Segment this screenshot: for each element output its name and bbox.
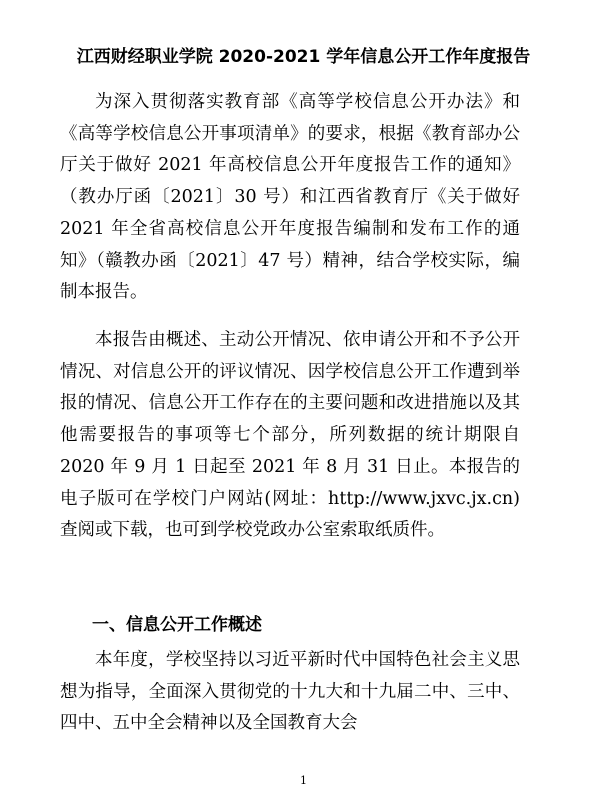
page-number: 1 <box>300 774 307 787</box>
scope-paragraph: 本报告由概述、主动公开情况、依申请公开和不予公开情况、对信息公开的评议情况、因学校信息公开工作遭到举报的情况、信息公开工作存在的主要问题和改进措施以及其他需要报告的事项等七个部分，所列数据的统计期限自 2020 年 9 月 1 日起至 2021 年 8 月 31 日止。本报告的电子版可在学校门户网站(网址：http://www.jxvc.jx.cn)查阅或下载，也可到学校党政办公室索取纸质件。 <box>60 330 520 541</box>
document-title: 江西财经职业学院 2020-2021 学年信息公开工作年度报告 <box>76 47 531 67</box>
section-heading: 一、信息公开工作概述 <box>92 615 262 635</box>
overview-paragraph: 本年度，学校坚持以习近平新时代中国特色社会主义思想为指导，全面深入贯彻党的十九大和十九届二中、三中、四中、五中全会精神以及全国教育大会 <box>60 650 520 734</box>
intro-paragraph: 为深入贯彻落实教育部《高等学校信息公开办法》和《高等学校信息公开事项清单》的要求，根据《教育部办公厅关于做好 2021 年高校信息公开年度报告工作的通知》（教办厅函〔2021〕30 号）和江西省教育厅《关于做好 2021 年全省高校信息公开年度报告编制和发布工作的通知》（赣教办函〔2021〕47 号）精神，结合学校实际，编制本报告。 <box>60 92 520 303</box>
